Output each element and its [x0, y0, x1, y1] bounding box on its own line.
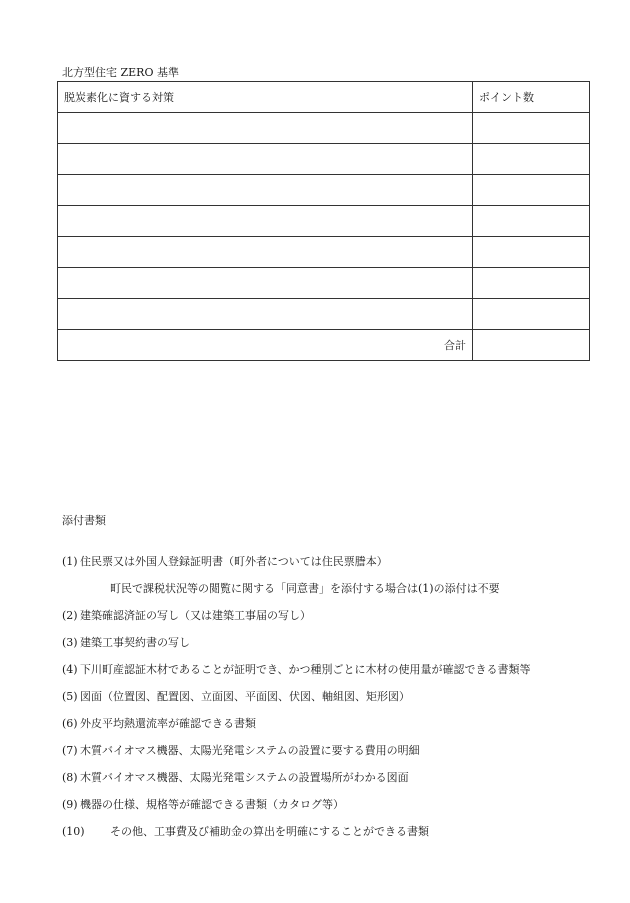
attachment-item [62, 825, 622, 852]
points-cell [473, 268, 590, 299]
measure-cell [58, 144, 473, 175]
attachment-text: 住民票又は外国人登録証明書（町外者については住民票謄本） [80, 555, 388, 568]
measure-cell [58, 175, 473, 206]
points-cell [473, 237, 590, 268]
attachments-list [62, 555, 622, 852]
points-cell [473, 175, 590, 206]
attachment-number: (5) [62, 690, 78, 703]
attachment-item [62, 798, 622, 825]
attachment-item [62, 636, 622, 663]
attachment-number: (9) [62, 798, 78, 811]
table-row [58, 237, 590, 268]
section-title: 北方型住宅 ZERO 基準 [62, 66, 179, 79]
attachment-text: 建築確認済証の写し（又は建築工事届の写し） [80, 609, 311, 622]
attachment-item [62, 744, 622, 771]
attachment-item [62, 717, 622, 744]
measure-cell [58, 206, 473, 237]
attachment-text: 木質バイオマス機器、太陽光発電システムの設置に要する費用の明細 [80, 744, 420, 757]
measure-cell [58, 268, 473, 299]
attachment-text: その他、工事費及び補助金の算出を明確にすることができる書類 [110, 825, 429, 838]
attachment-number: (8) [62, 771, 78, 784]
table-header-row [58, 82, 590, 113]
table-row [58, 113, 590, 144]
attachment-item [62, 609, 622, 636]
points-cell [473, 206, 590, 237]
attachment-text: 図面（位置図、配置図、立面図、平面図、伏図、軸組図、矩形図） [80, 690, 410, 703]
attachment-item [62, 771, 622, 798]
attachment-item [62, 555, 622, 582]
total-label: 合計 [58, 330, 473, 361]
attachment-number: (2) [62, 609, 78, 622]
header-measure: 脱炭素化に資する対策 [58, 82, 473, 113]
measure-cell [58, 237, 473, 268]
header-points: ポイント数 [473, 82, 590, 113]
attachment-note: 町民で課税状況等の閲覧に関する「同意書」を添付する場合は(1)の添付は不要 [110, 582, 500, 595]
points-cell [473, 299, 590, 330]
measure-cell [58, 113, 473, 144]
attachment-text: 外皮平均熱還流率が確認できる書類 [80, 717, 256, 730]
measure-cell [58, 299, 473, 330]
table-row [58, 299, 590, 330]
attachment-number: (3) [62, 636, 78, 649]
attachment-text: 建築工事契約書の写し [80, 636, 190, 649]
attachment-number: (7) [62, 744, 78, 757]
points-cell [473, 144, 590, 175]
table-row [58, 144, 590, 175]
total-points-cell [473, 330, 590, 361]
attachment-text: 下川町産認証木材であることが証明でき、かつ種別ごとに木材の使用量が確認できる書類等 [80, 663, 531, 676]
attachment-item [62, 690, 622, 717]
table-row [58, 268, 590, 299]
attachment-number: (6) [62, 717, 78, 730]
table-row [58, 175, 590, 206]
points-cell [473, 113, 590, 144]
attachment-number: (1) [62, 555, 78, 568]
criteria-table [57, 81, 590, 361]
attachment-text: 木質バイオマス機器、太陽光発電システムの設置場所がわかる図面 [80, 771, 409, 784]
attachments-title: 添付書類 [62, 514, 106, 527]
attachment-item [62, 663, 622, 690]
attachment-number: (10) [62, 825, 85, 838]
attachment-text: 機器の仕様、規格等が確認できる書類（カタログ等） [80, 798, 344, 811]
total-row [58, 330, 590, 361]
table-row [58, 206, 590, 237]
attachment-number: (4) [62, 663, 78, 676]
